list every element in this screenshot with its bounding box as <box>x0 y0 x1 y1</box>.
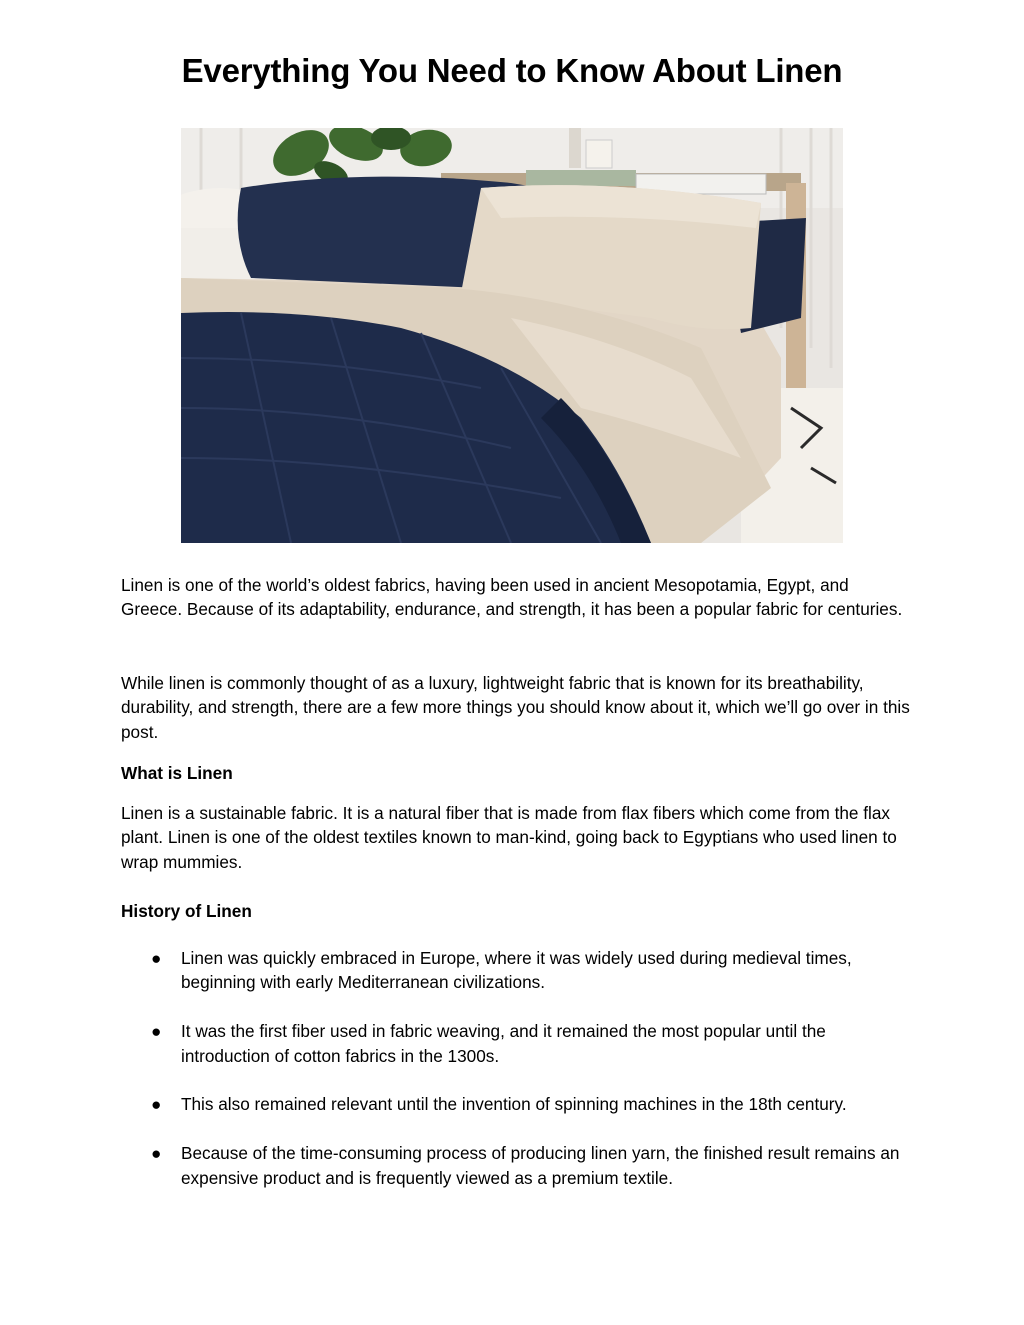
list-item-text: It was the first fiber used in fabric weaving, and it remained the most popular until the introduction of cotton fabrics in the 1300s. <box>181 1021 826 1066</box>
list-item <box>121 946 911 995</box>
what-is-linen-paragraph: Linen is a sustainable fabric. It is a natural fiber that is made from flax fibers which come from the flax plant. Linen is one of the oldest textiles known to man-kind, going back to Egyptians who used linen to wrap mummies. <box>121 803 897 872</box>
bed-with-navy-and-cream-linen-image <box>181 128 843 543</box>
list-item <box>121 1141 911 1190</box>
bullet-icon: ● <box>151 1094 162 1115</box>
list-item <box>121 1092 911 1116</box>
intro-paragraph-1: Linen is one of the world’s oldest fabrics, having been used in ancient Mesopotamia, Egypt, and Greece. Because of its adaptability, endurance, and strength, it has been a popular fabric for centuries. <box>121 575 903 620</box>
list-item-text: This also remained relevant until the invention of spinning machines in the 18th century. <box>181 1094 847 1115</box>
page-title: Everything You Need to Know About Linen <box>181 52 843 89</box>
list-item-text: Because of the time-consuming process of producing linen yarn, the finished result remains an expensive product and is frequently viewed as a premium textile. <box>181 1143 900 1188</box>
bed-linen-image <box>181 128 843 543</box>
list-item <box>121 1019 911 1068</box>
intro-paragraph-2: While linen is commonly thought of as a luxury, lightweight fabric that is known for its breathability, durability, and strength, there are a few more things you should know about it, which we’ll go over in this post. <box>121 673 910 742</box>
list-item-text: Linen was quickly embraced in Europe, where it was widely used during medieval times, beginning with early Mediterranean civilizations. <box>181 948 852 993</box>
section-heading-what-is-linen: What is Linen <box>121 763 233 783</box>
bullet-icon: ● <box>151 1021 162 1042</box>
section-heading-history-of-linen: History of Linen <box>121 901 252 921</box>
history-bullet-list <box>121 946 911 1214</box>
bullet-icon: ● <box>151 1143 162 1164</box>
bullet-icon: ● <box>151 948 162 968</box>
